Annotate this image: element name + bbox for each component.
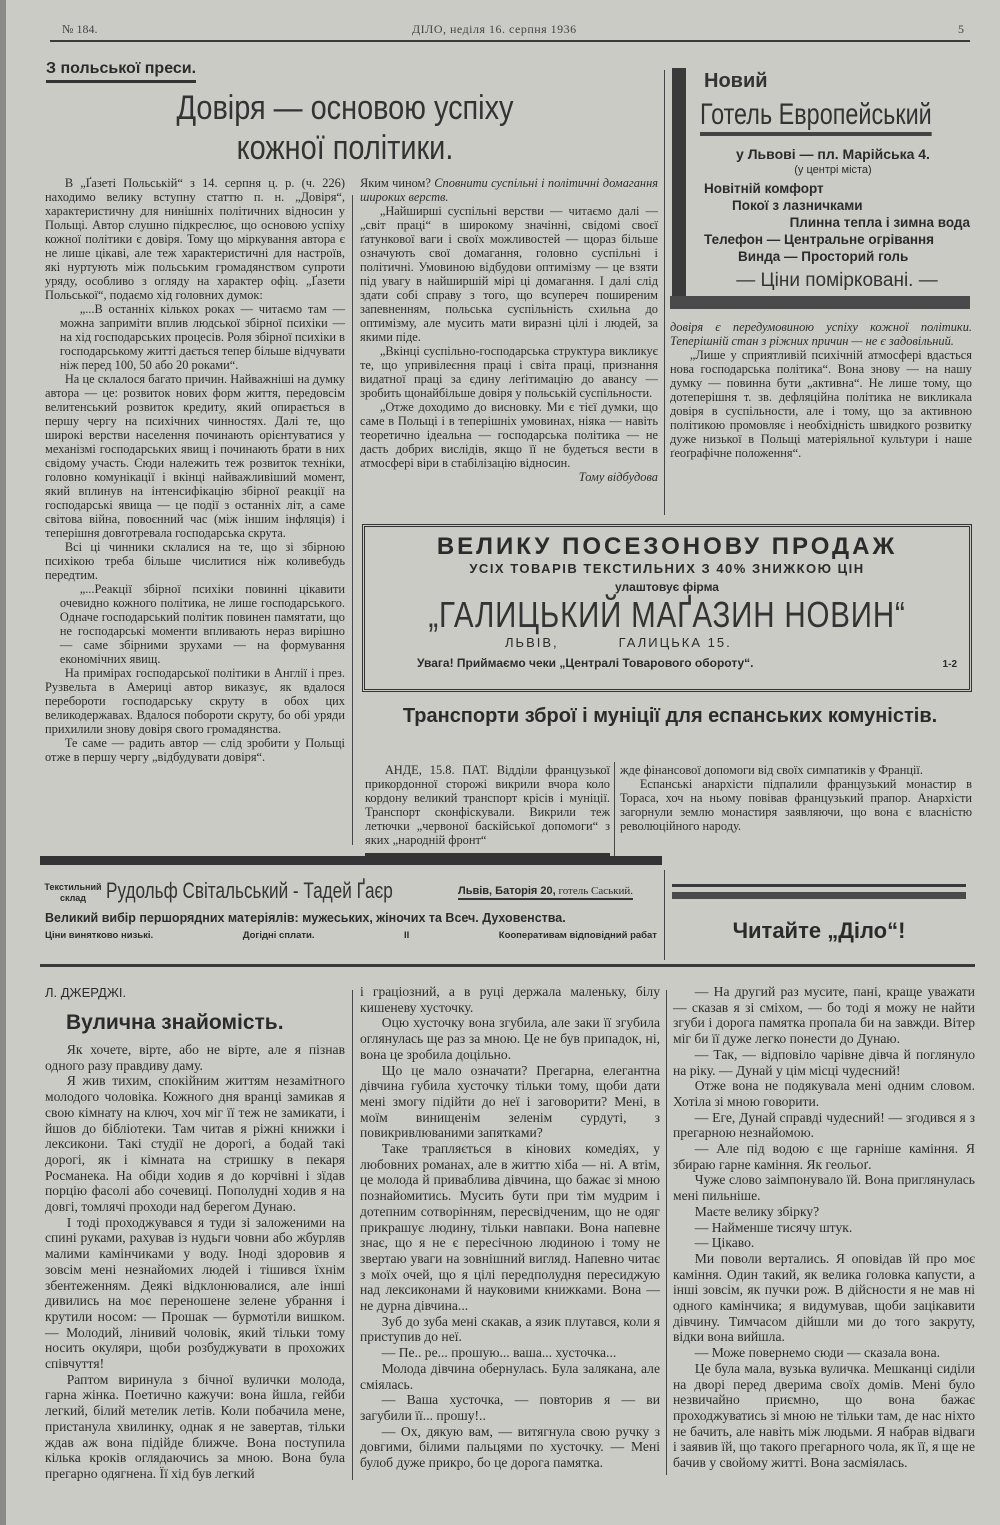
story-title: Вулична знайомість.	[66, 1011, 284, 1034]
paragraph: Всі ці чинники склалися на те, що зі збірною психікою треба більше числитися ніж коливебудь передтим.	[45, 540, 345, 582]
paragraph: Отже вона не подякувала мені одним словом. Хотіла зі мною говорити.	[673, 1078, 975, 1109]
scan-edge	[0, 0, 6, 1525]
sale-sub: УСІХ ТОВАРІВ ТЕКСТИЛЬНИХ З 40% ЗНИЖКОЮ ЦІН	[469, 561, 865, 576]
feature: Винда — Просторий голь	[738, 249, 909, 264]
story-author: Л. ДЖЕРДЖІ.	[45, 985, 127, 1000]
sale-street: ГАЛИЦЬКА 15.	[618, 635, 732, 650]
article2-column-1	[365, 763, 610, 847]
paragraph: і граціозний, а в руці держала маленьку, білу кишеневу хусточку.	[360, 984, 660, 1015]
paragraph: Оцю хусточку вона згубила, але заки її згубила оглянулась ще раз за мною. Це не був припадок, ні, вона це зробила доцільно.	[360, 1015, 660, 1062]
sale-firm: „ГАЛИЦЬКИЙ МАҐАЗИН НОВИН“	[428, 594, 906, 635]
promo-text: Читайте „Діло“!	[732, 918, 906, 943]
paragraph: — Цікаво.	[694, 1235, 755, 1251]
paragraph: — Пе.. ре... прошую... ваша... хусточка...	[381, 1345, 617, 1361]
sale-code: 1-2	[942, 659, 957, 670]
paragraph: довіря є передумовиною успіху кожної політики. Теперішній стан з ріжних причин — не є задовільний.	[670, 320, 972, 348]
textile-names-box	[106, 878, 446, 906]
article1-column-1	[45, 176, 345, 842]
article-title	[86, 88, 605, 168]
column-rule	[664, 870, 665, 960]
paragraph: Молода дівчина обернулась. Була залякана, але сміялась.	[360, 1360, 660, 1392]
paragraph: Маєте велику збірку?	[694, 1203, 820, 1219]
paragraph: Таке трапляється в кінових комедіях, у любовних романах, але в життю хіба — ні. А втім, це молода й приваблива дівчина, що бажає зі мною познайомитись. Мусить бути при тім мудрим і дотепним сотворінням, пересвідченим, що не одяг прикрашує людину, тільки навпаки. Вона напевне знає, що я не є пересічною людиною і тому не звертаю уваги на зовнішний вигляд. Напевно читає з моїх очей, що я цілі передполудня пересиджую над лексиконами й науковими книжками. Вона — не дурна дівчина...	[360, 1141, 660, 1314]
hotel-name: Готель Европейський	[700, 98, 932, 136]
hotel-ad	[668, 60, 976, 310]
title-line-2: кожної політики.	[236, 129, 454, 167]
textile-line2: Великий вибір першорядних матеріялів: мужеських, жіночих та Всеч. Духовенства.	[45, 911, 566, 925]
paragraph: Зуб до зуба мені скакав, а язик плутався, коли я приступив до неї.	[360, 1313, 660, 1345]
paragraph: — Може повернемо сюди — сказала вона.	[694, 1345, 941, 1361]
paragraph: — Але під водою є ще гарніше каміння. Я збираю гарне каміння. Як геольоґ.	[673, 1141, 975, 1172]
paragraph: На примірах господарської політики в Англії і през. Рузвельта в Америці автор виказує, як вдалося перебороти господарську скруту в обох цих великодержавах. Вдалося побороти скруту, бо обі уряди прихилили знову довіря свого громадянства.	[45, 666, 345, 736]
feature: Плинна тепла і зимна вода	[789, 215, 970, 230]
column-rule	[664, 70, 665, 515]
paragraph	[360, 176, 658, 204]
paragraph: — Ваша хусточка, — повторив я — ви загубили її... прошу!..	[360, 1392, 660, 1423]
textile-f4: Кооперативам відповідний рабат	[498, 930, 657, 941]
paragraph: „...Реакції збірної психіки повинні цікавити очевидно кожного політика, не лише господарського. Одначе господарський політик повинен памятати, що не господарські моменти впливають нераз вирішно — саме збірними зрухами — на формування економічних явищ.	[59, 582, 345, 666]
divider-bar	[40, 856, 662, 865]
feature: Новітній комфорт	[704, 181, 824, 196]
paragraph: Раптом виринула з бічної вулички молода, гарна жінка. Поетично кажучи: вона йшла, гейби легкий, білий метелик летів. Коли побачила мене, пристанула хвилинку, однак я не завертав, тільки ждав аж вона підійде ближче. Вона поступила кілька кроків оглядаючись за мною. Вона була прегарно одягнена. Її хід був легкий	[45, 1371, 345, 1481]
paragraph: Ми поволи вертались. Я оповідав їй про моє каміння. Один такий, як велика головка капусти, а інші зовсім, як пучки рож. В дійсности я не мав ні одного камінчика; я видумував, щоби зацікавити дівчину. Тимчасом дійшли ми до того закруту, відки вона вийшла.	[673, 1250, 975, 1345]
feature: Покої з лазничками	[732, 198, 863, 213]
lead-italic: Сповнити суспільні і політичні домагання широких верств.	[360, 176, 658, 204]
story-column-2	[360, 984, 660, 1471]
story-column-3	[673, 984, 975, 1474]
sale-headline: ВЕЛИКУ ПОСЕЗОНОВУ ПРОДАЖ	[436, 533, 898, 560]
textile-names: Рудольф Світальський - Тадей Ґаєр	[106, 878, 393, 903]
article2-column-2	[620, 763, 972, 863]
paragraph: „Вкінці суспільно-господарська структура викликує те, що упривілеєння праці і світа праці, признання видатної праці за єдину леґітимацію до авансу — зробить щонайбільше довіря у польській суспільности.	[360, 344, 658, 400]
paragraph: Чуже слово заімпонувало їй. Вона приглянулась мені пильніше.	[673, 1172, 975, 1204]
header-rule	[50, 40, 970, 42]
column-rule	[666, 990, 667, 1475]
column-rule	[352, 990, 353, 1480]
title-line-1: Довіря — основою успіху	[176, 89, 514, 127]
feature: Телефон — Центральне огрівання	[704, 232, 935, 247]
paragraph: — Ох, дякую вам, — витягнула свою ручку з довгими, білими пальцями по хусточку. — Мені булоб дуже прикро, бо це дорога памятка.	[360, 1423, 660, 1471]
paragraph: Еспанські анархісти підпалили французький монастир в Тораса, хоч на ньому повівав французький прапор. Анархісти загорнули землю монастиря заявляючи, що вона є власністю революційного народу.	[620, 777, 972, 833]
column-rule	[352, 195, 353, 845]
paragraph: І тоді проходжувався я туди зі заложеними на спині руками, рахував із нудьги човни або жбурляв малими камінчиками у воду. Іноді здоровив я зовсім мені незнайомих людей і тішився їхнім збентеженням. Деякі відклонювалися, але інші дивились на моє переношене зелене убрання і крутили носом: — Прошак — бурмотіли вишком. — Молодий, лінивий чоловік, який тільки тому носить окуляри, щоби розбуджувати в прохожих співчуття!	[45, 1214, 345, 1372]
paragraph: — Найменше тисячу штук.	[694, 1219, 853, 1235]
paragraph: Що це мало означати? Прегарна, елегантна дівчина губила хусточку тільки тому, щоби дати мені змогу підійти до неї і заговорити? Мені, в моїм винищенім зеленім сурдуті, з повикривлюваними запятками?	[360, 1062, 660, 1141]
paragraph: На це склалося багато причин. Найважніші на думку автора — це: розвиток нових форм життя, передовсім велитенський розвиток кредиту, який опирається в першу чергу на психічних чинностях. Далі те, що широкі верстви населення починають орієнтуватися у механізмі господарських явищ і починають брати в них свідому участь. Сюди належить теж розвиток техніки, головно комунікації і вкінці найважливіший момент, який вплинув на інтенсифікацію збірної реакції на господарські явища — це події з останніх літ, а саме світова війна, повоєнний час (між іншим інфляція) і теперішня довготревала господарська скрута.	[45, 372, 345, 540]
sale-address	[505, 635, 969, 651]
textile-f1: Ціни винятково низькі.	[45, 930, 154, 941]
sale-note: Увага! Приймаємо чеки „Централі Товарового обороту“.	[417, 656, 754, 670]
tail-italic: Тому відбудова	[578, 470, 658, 484]
textile-f3: II	[404, 930, 410, 941]
hotel-prices: — Ціни помірковані. —	[736, 270, 938, 291]
sale-ad	[362, 524, 972, 692]
masthead: ДІЛО, неділя 16. серпня 1936	[412, 22, 577, 36]
address-rest: готель Саський.	[558, 885, 633, 897]
hotel-new: Новий	[704, 70, 768, 92]
paragraph: В „Ґазеті Польській“ з 14. серпня ц. р. (ч. 226) находимо велику вступну статтю п. н. „Довіря“, характеристичну для нинішніх політичних відносин у Польщі. Автор слушно підкреслює, що основою успіху кожної політики є довіря. Тому що міркування автора є не лише цікаві, але теж характеристичні для настроїв, які нуртують між польським громадянством супроти уряду, особливо з огляду на характер офіц. „Ґазети Польської“, подаємо хід головних думок:	[45, 176, 345, 302]
sale-footer	[417, 656, 957, 671]
ad-bottom-band	[670, 296, 970, 309]
textile-label: Текстильний склад	[44, 882, 102, 903]
textile-address	[458, 884, 633, 900]
page-number: 5	[958, 22, 964, 36]
paragraph: Те саме — радить автор — слід зробити у Польщі отже в першу чергу „відбудувати довіря“.	[45, 736, 345, 764]
paragraph: „Найширші суспільні верстви — читаємо далі — „світ праці“ в широкому значінні, свідомі своєї ґатункової ваги і своїх можливостей — щораз більше означують свої домагання, головно суспільні і політичні. Умовиною відбудови оптимізму — це взяти під увагу в найширшій мірі ці домагання. І далі слід здати собі справу з того, що всупереч поширеним запевненням, польська суспільність схильна до оптимізму, але мусить мати виразні цілі і людей, за якими піде.	[360, 204, 658, 344]
hotel-features	[704, 180, 970, 265]
prices-text: Ціни помірковані.	[760, 270, 914, 291]
paragraph: „Лише у сприятливій психічній атмосфері вдасться нова господарська політика“. Вона знову — на нашу думку — повинна бути „активна“. Не лише тому, що дотеперішня т. зв. дефляційна політика не викликала довіря в суспільности, але і тому, що за активною політикою промовляє і необхідність швидкого розвитку дуже низької в Польщі матеріяльної культури і наше ґеоґрафічне положення“.	[670, 348, 972, 460]
paragraph: АНДЕ, 15.8. ПАТ. Відділи французької прикордонної сторожі викрили вчора коло кордону великий транспорт крісів і муніції. Транспорт сконфіскували. Викрили теж летючки „червоної баскійської допомоги“ з яких „народній фронт“	[365, 763, 610, 847]
textile-f2: Догідні сплати.	[242, 930, 315, 941]
promo-rule	[672, 884, 966, 887]
section-rule	[40, 964, 975, 967]
lead-text: Яким чином?	[360, 176, 431, 190]
ad-bar	[672, 68, 686, 296]
paragraph: Як хочете, вірте, або не вірте, але я пізнав одного разу правдиву даму.	[45, 1042, 345, 1073]
hotel-location: (у центрі міста)	[794, 164, 872, 176]
column-rule	[614, 762, 615, 862]
article1-column-3	[670, 320, 972, 510]
paragraph: жде фінансової допомоги від своїх симпатиків у Франції.	[620, 763, 923, 777]
paragraph: — На другий раз мусите, пані, краще уважати — сказав я зі сміхом, — бо тоді я можу не найти згуби і дорога памятка пропала би на завжди. Вітер міг би її дуже легко понести до Дунаю.	[673, 984, 975, 1047]
paragraph: Це була мала, вузька вуличка. Мешканці сиділи на дворі перед дверима своїх домів. Мені було незвичайно приємно, що вона бажає проходжуватись зі мною не тільки там, де нас ніхто не бачить, але навіть між людьми. Я набрав відваги і заявив їй, що такого прегарного чола, як її, я ще не бачив у свойому житті. Вона засміялась.	[673, 1360, 975, 1471]
story-column-1	[45, 1042, 345, 1487]
promo-band	[672, 892, 966, 899]
address-bold: Львів, Баторія 20,	[458, 885, 556, 897]
article2-title: Транспорти зброї і муніції для еспанських комуністів.	[402, 705, 938, 727]
paragraph: „Отже доходимо до висновку. Ми є тієї думки, що саме в Польщі і в теперішніх умовинах, ніяка — навіть теоретично ідеальна — господарська політика — не дасть добрих вислідів, якщо її не будеться вести в атмосфері віри в стабілізацію відносин.	[360, 400, 658, 470]
hotel-address: у Львові — пл. Марійська 4.	[736, 146, 930, 162]
issue-number: № 184.	[62, 22, 98, 36]
textile-footer	[45, 930, 657, 942]
paragraph: „...В останніх кількох роках — читаємо там — можна заприміти вплив людської збірної психіки — на хід господарських процесів. Роля збірної психіки в господарському житті дається тепер більше відчувати ніж перед 100, 50 або 20 роками“.	[59, 302, 345, 372]
paragraph: — Так, — відповіло чарівне дівча й поглянуло на ріку. — Дунай у цім місці чудесний!	[673, 1046, 975, 1078]
article1-column-2	[360, 176, 658, 516]
paragraph: — Еге, Дунай справді чудесний! — згодився я з прегарною незнайомою.	[673, 1109, 975, 1141]
sale-by: улаштовує фірма	[615, 580, 719, 594]
rubric: З польської преси.	[46, 60, 196, 83]
paragraph: Я жив тихим, спокійним життям незамітного молодого чоловіка. Кожного дня вранці замикав я свою кімнату на ключ, хоч міг її теж не замикати, і йшов до бібліотеки. Там читав я ріжні книжки і лексикони. Такі студії не дорогі, а бодай такі дорогі, як і кімната на стришку в пекаря Росманека. На обіди ходив я до корчівні і зїдав порцію фасолі або сочевиці. Пополудні ходив я на довгі, томлячі проходи над берегом Дунаю.	[45, 1073, 345, 1215]
sale-city: ЛЬВІВ,	[505, 635, 559, 650]
